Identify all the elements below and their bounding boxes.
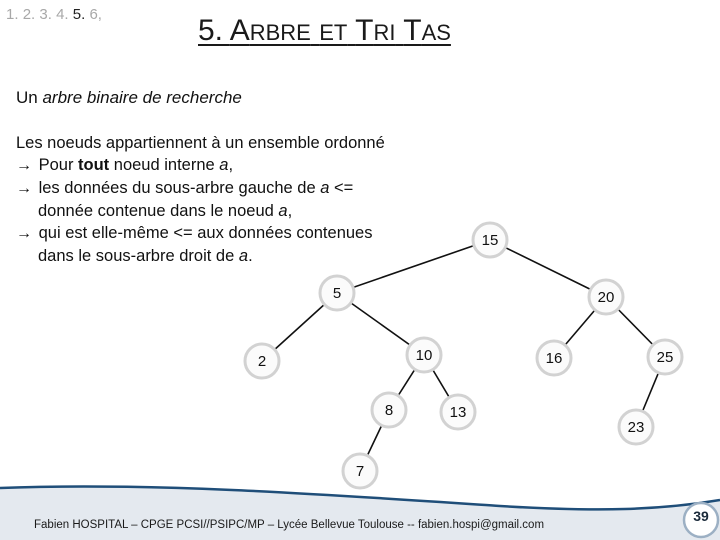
subtitle-prefix: Un xyxy=(16,88,43,107)
title-word4-rest: AS xyxy=(421,20,451,45)
tree-node-label: 25 xyxy=(656,349,674,366)
title-word1-cap: A xyxy=(229,14,250,47)
tree-node-20 xyxy=(589,280,623,314)
tree-node-label: 20 xyxy=(597,289,615,306)
body-line-5-text: qui est elle-même <= aux données contenues xyxy=(38,224,373,242)
page-number: 39 xyxy=(693,508,709,524)
tree-edge-15-5 xyxy=(337,240,490,293)
tree-node-8 xyxy=(372,393,406,427)
arrow-icon: → xyxy=(16,180,32,197)
body-line-3-pre: les données du sous-arbre gauche de xyxy=(38,179,321,197)
footer-author: Fabien HOSPITAL – CPGE PCSI//PSIPC/MP – Lycée Bellevue Toulouse xyxy=(34,519,404,531)
tree-edge-15-20 xyxy=(490,240,606,297)
nav-item-current[interactable]: 5. xyxy=(72,6,86,23)
tree-node-7 xyxy=(343,454,377,488)
footer-text xyxy=(34,519,544,531)
body-line-2-bold: tout xyxy=(78,156,110,174)
nav-item-4[interactable]: 4. xyxy=(56,6,69,23)
body-line-4-var: a xyxy=(278,202,288,220)
tree-node-label: 8 xyxy=(384,402,394,419)
body-line-3-var: a xyxy=(320,179,330,197)
nav-item-3[interactable]: 3. xyxy=(39,6,52,23)
tree-node-2 xyxy=(245,344,279,378)
title-word2: ET xyxy=(319,20,348,45)
tree-nodes xyxy=(245,223,682,488)
tree-node-label: 16 xyxy=(545,350,563,367)
tree-node-15 xyxy=(473,223,507,257)
body-line-4-pre: donnée contenue dans le noeud xyxy=(38,202,279,220)
body-line-3-post: <= xyxy=(329,179,354,197)
body-line-6-var: a xyxy=(238,247,249,265)
tree-node-16 xyxy=(537,341,571,375)
body-line-2-post: , xyxy=(228,156,234,174)
body-line-6-pre: dans le sous-arbre droit de xyxy=(38,247,239,265)
nav-item-next[interactable]: 6, xyxy=(89,6,102,23)
title-word1-rest: RBRE xyxy=(249,20,311,45)
tree-node-13 xyxy=(441,395,475,429)
nav-item-2[interactable]: 2. xyxy=(22,6,36,23)
footer-wave-decoration xyxy=(0,484,720,540)
tree-node-23 xyxy=(619,410,653,444)
body-line-2-var: a xyxy=(219,156,229,174)
title-word4-cap: T xyxy=(403,14,422,47)
tree-node-10 xyxy=(407,338,441,372)
tree-edges xyxy=(262,240,665,471)
tree-node-label: 10 xyxy=(415,347,433,364)
tree-node-25 xyxy=(648,340,682,374)
nav-item-1[interactable]: 1. xyxy=(6,6,19,23)
arrow-icon: → xyxy=(16,157,32,174)
footer-email[interactable]: -- fabien.hospi@gmail.com xyxy=(403,519,545,531)
arrow-icon: → xyxy=(16,225,32,242)
body-line-6-post: . xyxy=(248,247,253,265)
subtitle-italic: arbre binaire de recherche xyxy=(42,88,242,107)
title-number: 5. xyxy=(198,14,230,47)
tree-node-label: 2 xyxy=(257,353,267,370)
title-word3-rest: RI xyxy=(373,20,396,45)
tree-node-label: 5 xyxy=(332,285,342,302)
tree-node-label: 7 xyxy=(355,463,365,480)
tree-node-5 xyxy=(320,276,354,310)
body-line-2-mid: noeud interne xyxy=(109,156,220,174)
body-line-1-text: Les noeuds appartiennent à un ensemble ordonné xyxy=(16,134,385,152)
tree-node-label: 23 xyxy=(627,419,645,436)
body-line-4-post: , xyxy=(287,202,293,220)
title-word3-cap: T xyxy=(355,14,374,47)
tree-node-label: 13 xyxy=(449,404,467,421)
body-line-2-pre: Pour xyxy=(38,156,79,174)
tree-node-label: 15 xyxy=(481,232,499,249)
